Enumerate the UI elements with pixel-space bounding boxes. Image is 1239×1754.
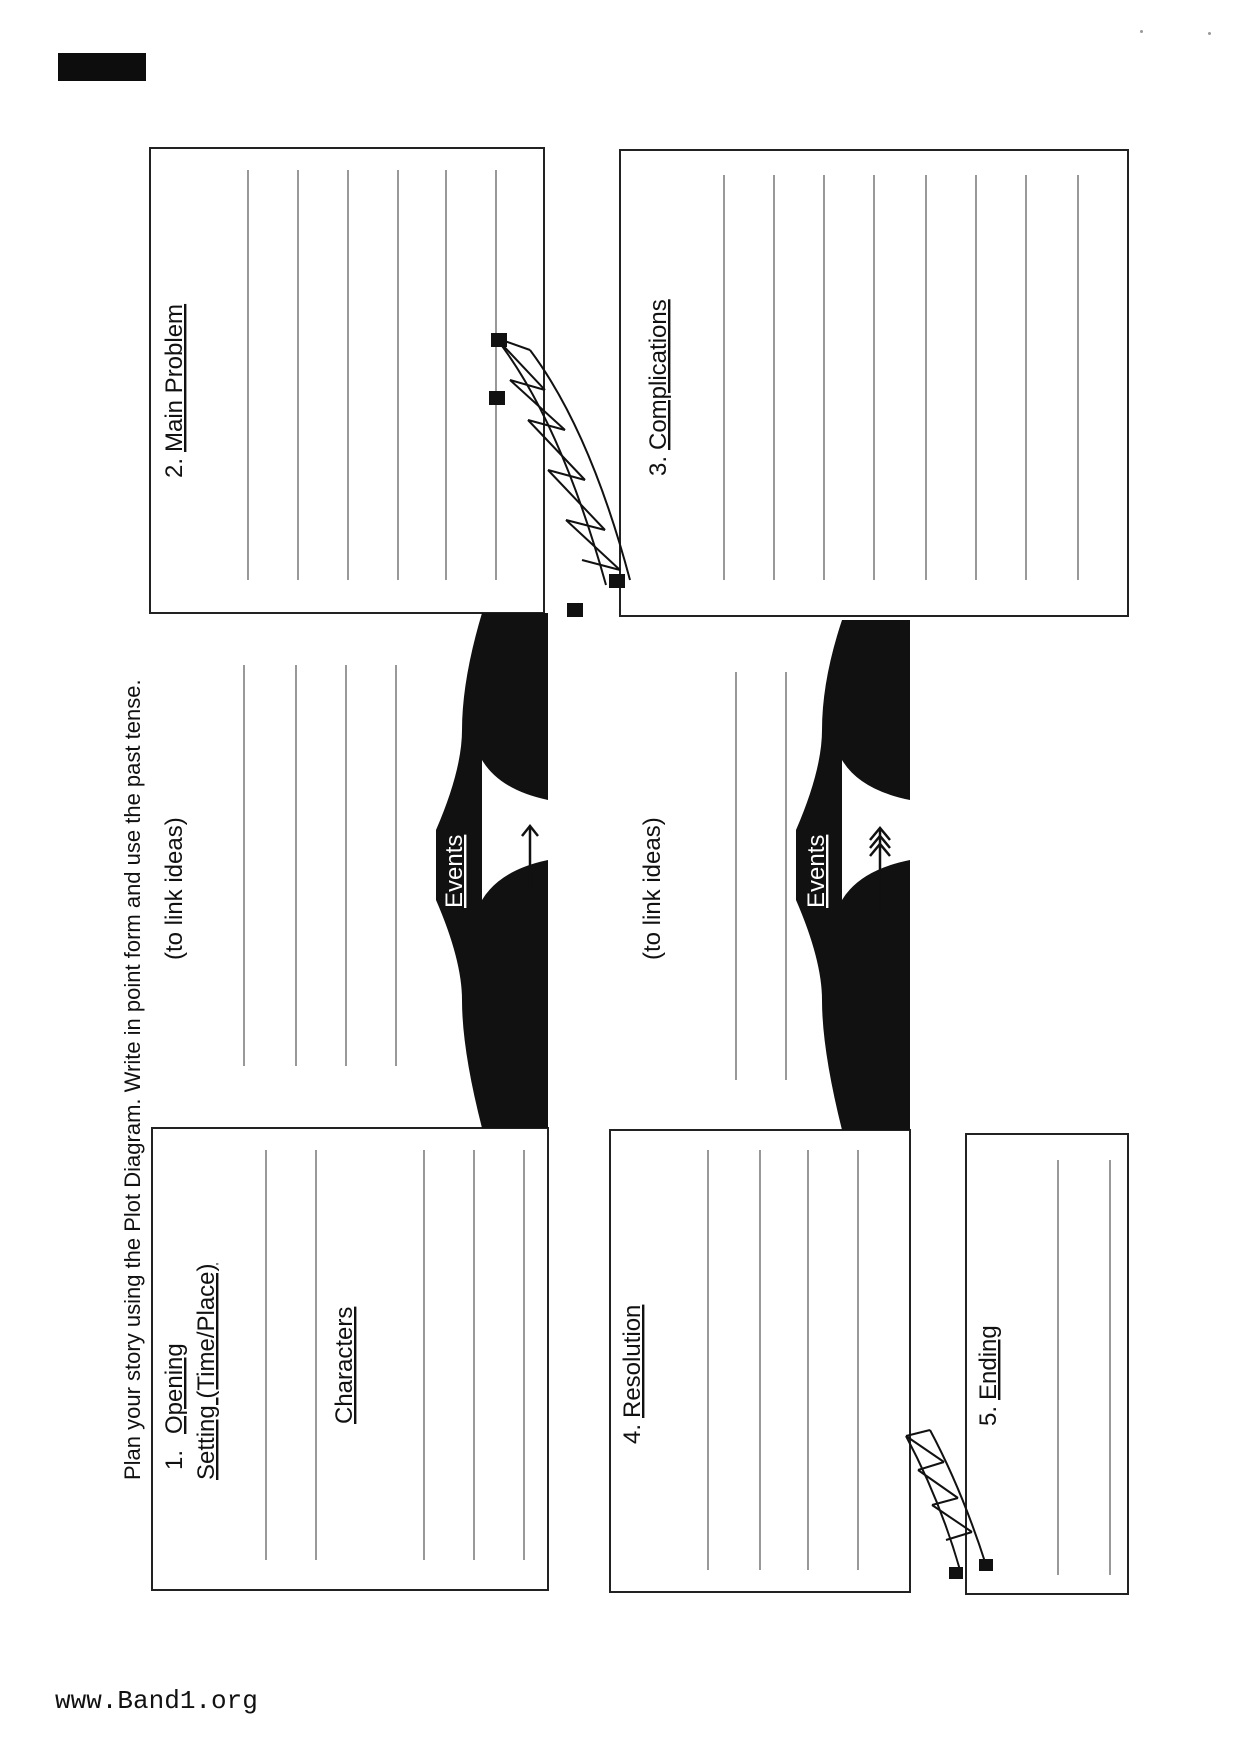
resolution-number: 4. [619, 1423, 646, 1444]
characters-label: Characters [331, 1306, 358, 1424]
link-note-bottom: (to link ideas) [639, 817, 666, 960]
resolution-title: Resolution [619, 1304, 646, 1418]
main-problem-number: 2. [161, 457, 188, 478]
main-problem-title: Main Problem [161, 303, 188, 452]
ending-title: Ending [975, 1325, 1002, 1400]
main-problem-box [150, 148, 544, 613]
bridge-icon [490, 334, 630, 616]
events-label-bottom: Events [803, 834, 830, 908]
events-label-top: Events [441, 834, 468, 908]
complications-title: Complications [645, 299, 672, 450]
link-note-top: (to link ideas) [161, 817, 188, 960]
footer-url: www.Band1.org [55, 1686, 258, 1716]
instruction-text: Plan your story using the Plot Diagram. Write in point form and use the past tense. [120, 679, 145, 1480]
opening-number: 1. [161, 1449, 188, 1470]
bridge-icon [906, 1430, 992, 1578]
opening-subtitle: Setting (Time/Place) [193, 1263, 220, 1480]
ending-number: 5. [975, 1405, 1002, 1426]
opening-title: Opening [161, 1343, 188, 1434]
complications-number: 3. [645, 455, 672, 476]
